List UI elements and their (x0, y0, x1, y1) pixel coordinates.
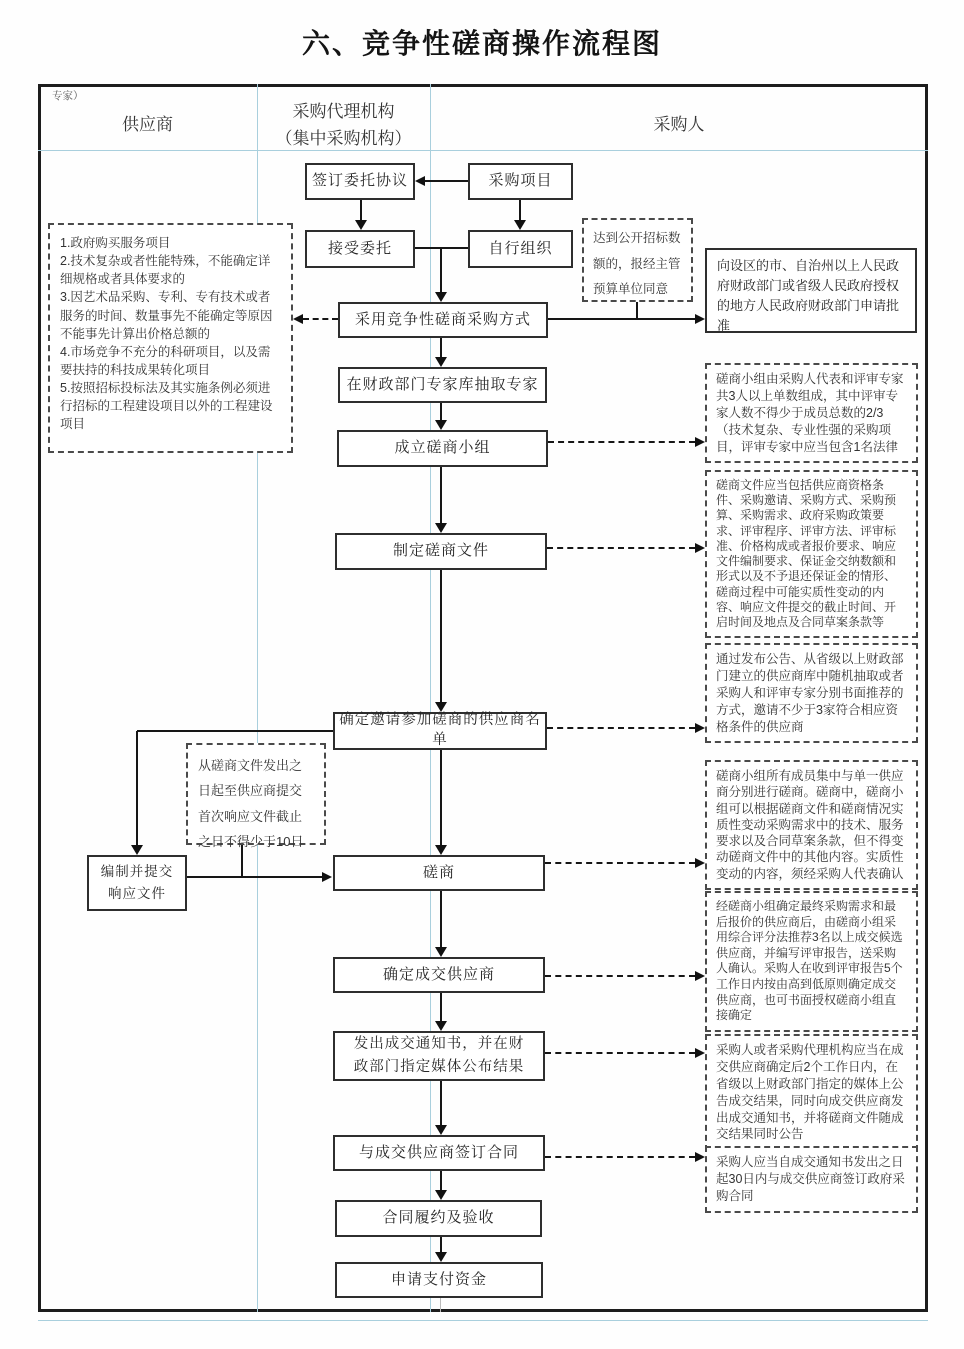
arrowhead-to-confirm-winner (435, 947, 447, 957)
node-sign-contract: 与成交供应商签订合同 (333, 1135, 545, 1171)
arrowhead-note-consult (695, 858, 705, 868)
arrowhead-to-accept-entrust (355, 220, 367, 230)
line-adopt-to-approval (548, 318, 695, 320)
node-apply-approval: 向设区的市、自治州以上人民政府财政部门或省级人民政府授权的地方人民政府财政部门申请批准 (705, 248, 917, 333)
arrowhead-project-to-agreement (415, 176, 425, 186)
arrowhead-to-left-conditions (293, 314, 303, 324)
arrowhead-to-consult-left (322, 872, 332, 882)
dashed-notice-to-note (545, 1052, 695, 1054)
line-perform-down (440, 1237, 442, 1253)
bottom-rule (38, 1320, 928, 1321)
line-threshold-joiner (636, 302, 638, 319)
line-list-to-left (137, 730, 333, 732)
prepare-response-line2: 响应文件 (108, 886, 166, 901)
line-list-down (440, 750, 442, 846)
note-group-composition: 磋商小组由采购人代表和评审专家共3人以上单数组成，其中评审专家人数不得少于成员总数的2/3（技术复杂、专业性强的采购项目，评审专家中应当包含1名法律 (705, 363, 918, 463)
dashed-docs-to-note (547, 547, 695, 549)
corner-note: 专家） (52, 90, 84, 102)
node-accept-entrust: 接受委托 (305, 230, 415, 268)
note-notice-publication: 采购人或者采购代理机构应当在成交供应商确定后2个工作日内，在省级以上财政部门指定的媒体上公告成交结果，同时向成交供应商发出成交通知书，并将磋商文件随成交结果同时公告 (705, 1034, 918, 1151)
arrowhead-to-adopt-method (435, 292, 447, 302)
dashed-adopt-to-conditions (303, 318, 338, 320)
line-left-down (136, 731, 138, 846)
condition-item-2: 2.技术复杂或者性能特殊，不能确定详细规格或者具体要求的 (60, 254, 271, 287)
lane-header-purchaser: 采购人 (653, 115, 705, 134)
condition-item-1: 1.政府购买服务项目 (60, 236, 171, 250)
node-self-organize: 自行组织 (468, 230, 573, 268)
note-min-days: 从磋商文件发出之日起至供应商提交首次响应文件截止之日不得少于10日 (186, 743, 326, 845)
line-project-down (519, 200, 521, 221)
arrowhead-note-winner (695, 971, 705, 981)
line-group-down (440, 467, 442, 524)
arrowhead-note-docs (695, 543, 705, 553)
arrowhead-to-issue-notice (435, 1021, 447, 1031)
line-docs-down (440, 570, 442, 703)
line-consult-down (440, 891, 442, 948)
note-consultation-rule: 磋商小组所有成员集中与单一供应商分别进行磋商。磋商中，磋商小组可以根据磋商文件和磋商情况实质性变动采购需求中的技术、服务要求以及合同草案条款，但不得变动磋商文件中的其他内容。实质性变动的内容，须经采购人代表确认 (705, 760, 918, 890)
note-doc-contents: 磋商文件应当包括供应商资格条件、采购邀请、采购方式、采购预算、采购需求、政府采购政策要求、评审程序、评审方法、评审标准、价格构成或者报价要求、响应文件编制要求、保证金交纳数额和形式以及不予退还保证金的情形、磋商过程中可能实质性变动的内容、响应文件提交的截止时间、开启时间及地点及合同草案条款等 (705, 470, 918, 638)
lane-divider-2 (430, 84, 431, 1312)
arrowhead-to-consult (435, 845, 447, 855)
lane-header-agency-line1: 采购代理机构 (292, 102, 395, 121)
arrowhead-to-apply-approval (695, 314, 705, 324)
line-contract-down (440, 1171, 442, 1191)
note-winner-determination: 经磋商小组确定最终采购需求和最后报价的供应商后，由磋商小组采用综合评分法推荐3名以上成交候选供应商，并编写评审报告，送采购人确认。采购人在收到评审报告5个工作日内按由高到低原则确定成交供应商，也可书面授权磋商小组直接确定 (705, 891, 918, 1032)
lane-header-supplier: 供应商 (122, 115, 173, 134)
arrowhead-to-perform-contract (435, 1190, 447, 1200)
header-divider (38, 150, 928, 151)
node-adopt-method: 采用竞争性磋商采购方式 (338, 302, 548, 338)
node-consult: 磋商 (333, 855, 545, 891)
arrowhead-note-selection (695, 723, 705, 733)
arrowhead-note-signing (695, 1152, 705, 1162)
line-winner-down (440, 993, 442, 1022)
node-confirm-winner: 确定成交供应商 (333, 957, 545, 993)
page-title: 六、竞争性磋商操作流程图 (301, 28, 662, 59)
line-response-to-consult (187, 876, 323, 878)
node-confirm-list: 确定邀请参加磋商的供应商名单 (333, 712, 547, 750)
note-supplier-selection: 通过发布公告、从省级以上财政部门建立的供应商库中随机抽取或者采购人和评审专家分别书面推荐的方式，邀请不少于3家符合相应资格条件的供应商 (705, 643, 918, 743)
arrowhead-note-publication (695, 1048, 705, 1058)
arrowhead-to-confirm-list (435, 702, 447, 712)
line-agreement-down (360, 200, 362, 221)
arrowhead-to-extract-experts (435, 357, 447, 367)
arrowhead-to-apply-payment (435, 1252, 447, 1262)
arrowhead-to-prepare-response (131, 845, 143, 855)
node-apply-payment: 申请支付资金 (335, 1262, 543, 1298)
dashed-group-to-note (548, 441, 695, 443)
line-drop-to-adopt (440, 249, 442, 293)
node-issue-notice: 发出成交通知书，并在财政部门指定媒体公布结果 (333, 1031, 545, 1081)
node-perform-contract: 合同履约及验收 (335, 1200, 542, 1237)
arrowhead-to-make-docs (435, 523, 447, 533)
node-extract-experts: 在财政部门专家库抽取专家 (338, 367, 547, 403)
dashed-list-to-note (547, 727, 695, 729)
lane-header-agency-line2: （集中采购机构） (275, 129, 412, 148)
line-notice-down (440, 1081, 442, 1126)
dashed-winner-to-note (545, 975, 695, 977)
arrowhead-to-sign-contract (435, 1125, 447, 1135)
note-contract-signing: 采购人应当自成交通知书发出之日起30日内与成交供应商签订政府采购合同 (705, 1146, 918, 1213)
arrowhead-note-group (695, 437, 705, 447)
node-prepare-response (87, 855, 187, 911)
node-make-docs: 制定磋商文件 (335, 533, 547, 570)
note-reach-threshold: 达到公开招标数额的，报经主管预算单位同意 (582, 218, 693, 302)
condition-item-3: 3.因艺术品采购、专利、专有技术或者服务的时间、数量事先不能确定等原因不能事先计算出价格总额的 (60, 290, 273, 341)
dashed-consult-to-note (545, 862, 695, 864)
line-adopt-down (440, 338, 442, 358)
line-project-to-agreement (425, 180, 468, 182)
arrowhead-to-form-group (435, 420, 447, 430)
note-left-conditions (48, 223, 293, 453)
condition-item-5: 5.按照招标投标法及其实施条例必须进行招标的工程建设项目以外的工程建设项目 (60, 381, 273, 432)
line-experts-down (440, 403, 442, 421)
line-tail-stub (440, 1298, 441, 1312)
node-form-group: 成立磋商小组 (337, 430, 548, 467)
prepare-response-line1: 编制并提交 (100, 863, 174, 879)
condition-item-4: 4.市场竞争不充分的科研项目，以及需要扶持的科技成果转化项目 (60, 344, 271, 377)
arrowhead-to-self-organize (514, 220, 526, 230)
line-mindays-joiner (241, 845, 243, 877)
dashed-contract-to-note (545, 1156, 695, 1158)
node-sign-agreement: 签订委托协议 (305, 163, 415, 200)
node-procurement-project: 采购项目 (468, 163, 573, 200)
